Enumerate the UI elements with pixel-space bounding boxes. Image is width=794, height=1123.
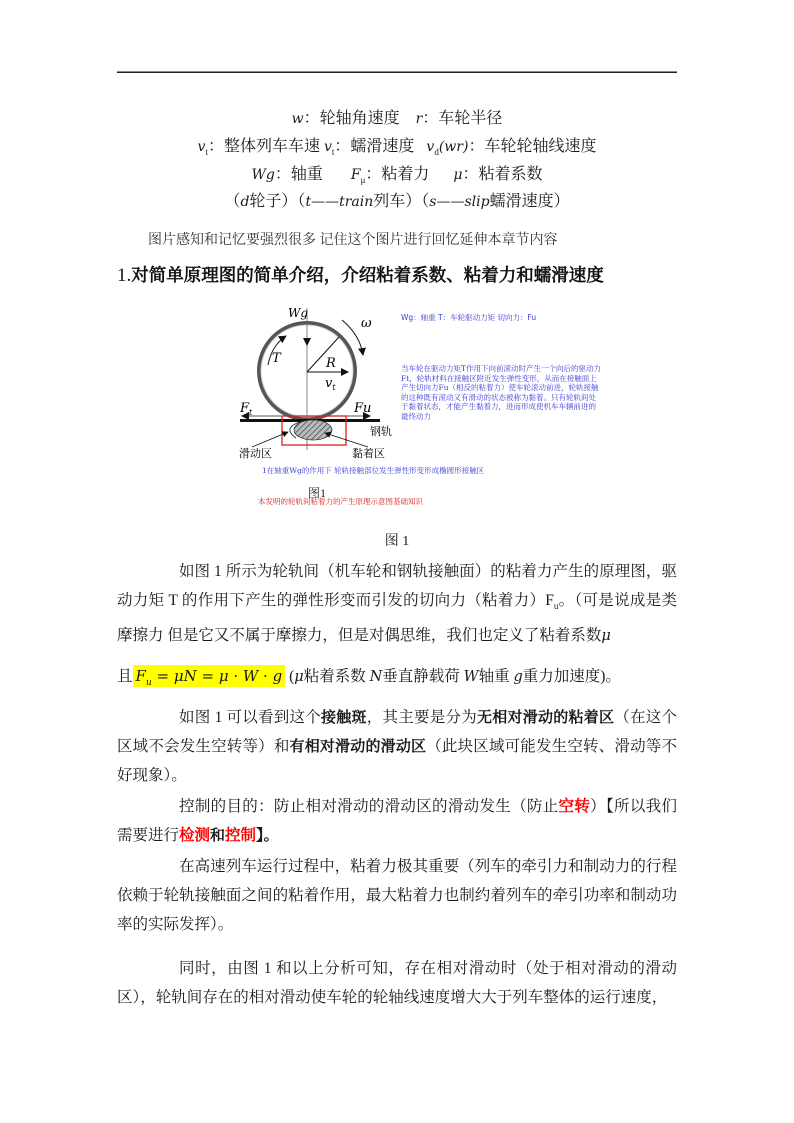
formula-explain: 垂直静载荷 xyxy=(382,668,464,685)
contact-patch xyxy=(294,420,332,440)
p1-sub: u xyxy=(553,601,559,612)
symbol-d: d xyxy=(240,194,250,210)
symbol-t-desc: 列车） xyxy=(373,193,422,210)
section-heading xyxy=(117,262,604,287)
p3-bold-stick-zone: 无相对滑动的粘着区 xyxy=(476,708,615,726)
label-rail: 钢轨 xyxy=(370,425,392,438)
symbol-vd: v xyxy=(426,139,435,155)
symbol-s: s——slip xyxy=(429,194,490,210)
p3-bold-slip-zone: 有相对滑动的滑动区 xyxy=(289,737,427,755)
memory-note: 图片感知和记忆要强烈很多 记住这个图片进行回忆延伸本章节内容 xyxy=(148,233,558,248)
symbol-fu-sub: μ xyxy=(360,175,366,186)
p4-red-control: 控制 xyxy=(225,827,257,844)
figure-side-note-explanation: 当车轮在驱动力矩T作用下向前滚动时产生一个向后的驱动力Ft，轮轨材料在接触区附近发生弹性变形，从而在接触面上产生切向力Fu（相反的粘着力）使车轮滚动前进，轮轨接触的这种既有滚动又有滑动的状态被称为黏着。只有轮轨间处于黏着状态，才能产生黏着力，进而形成使机车车辆前进的最终动力 xyxy=(401,364,602,421)
wg-arrow-icon xyxy=(303,338,311,346)
symbol-vt: v xyxy=(197,139,206,155)
legend-line-2 xyxy=(117,133,677,157)
heading-number: 1. xyxy=(117,265,132,286)
label-wg: Wg xyxy=(288,306,309,320)
symbol-vd-sub: d xyxy=(434,147,439,158)
legend-line-1 xyxy=(117,105,677,128)
formula-N: N xyxy=(369,669,383,685)
symbol-s-desc: 蠕滑速度） xyxy=(489,193,570,210)
symbol-vs: v xyxy=(323,139,332,155)
paragraph-1 xyxy=(117,557,677,651)
paren: （ xyxy=(297,193,306,210)
symbol-w: w xyxy=(291,111,304,127)
p4-end: 】。 xyxy=(256,826,279,844)
formula-explain: 粘着系数 xyxy=(303,668,370,685)
p3-text: （此块区域可能发生空转、滑动等不好现象）。 xyxy=(117,738,677,784)
label-T: T xyxy=(272,351,281,366)
symbol-r-desc: ：车轮半径 xyxy=(422,110,503,127)
p1-mu: μ xyxy=(601,628,611,645)
formula-explain: 轴重 xyxy=(478,668,514,685)
p4-text: ）【所以我们需要进行 xyxy=(117,798,677,844)
p3-text: 如图 1 可以看到这个 xyxy=(179,709,321,726)
header-rule xyxy=(117,71,677,73)
symbol-vs-sub: t xyxy=(331,147,335,158)
label-fu: Fu xyxy=(354,401,372,416)
symbol-wg: Wg xyxy=(251,167,275,183)
p4-and: 和 xyxy=(210,826,226,844)
heading-text: 对简单原理图的简单介绍，介绍粘着系数、粘着力和蠕滑速度 xyxy=(131,266,604,286)
symbol-vd-arg: (wr) xyxy=(438,139,469,155)
symbol-fu: F xyxy=(350,167,361,183)
paragraph-6: 同时，由图 1 和以上分析可知，存在相对滑动时（处于相对滑动的滑动区），轮轨间存在的相对滑动使车轮的轮轴线速度增大大于列车整体的运行速度， xyxy=(117,960,677,1006)
symbol-wg-desc: ：轴重 xyxy=(274,166,323,183)
label-stick-zone: 黏着区 xyxy=(352,447,385,460)
label-slip-zone: 滑动区 xyxy=(239,447,272,460)
figure-note-contact: 1在轴重Wg的作用下 轮轨接触部位发生弹性形变形成椭圆形接触区 xyxy=(262,466,485,475)
label-omega: ω xyxy=(361,316,372,331)
formula-W: W xyxy=(463,669,479,685)
figure-caption: 图 1 xyxy=(384,534,410,549)
formula-line xyxy=(117,662,677,698)
symbol-r: r xyxy=(415,111,423,127)
paragraph-3 xyxy=(117,703,677,790)
p3-text: ，其主要是分为 xyxy=(366,709,477,726)
label-vt: $v_t$ xyxy=(325,376,336,392)
formula-explain: 重力加速度)。 xyxy=(522,668,621,685)
paragraph-4 xyxy=(117,792,677,850)
symbol-mu-desc: ：粘着系数 xyxy=(462,166,543,183)
symbol-w-desc: ：轮轴角速度 xyxy=(303,110,400,127)
label-ft: $F_t$ xyxy=(240,401,253,417)
paragraph-5: 在高速列车运行过程中，粘着力极其重要（列车的牵引力和制动力的行程依赖于轮轨接触面之间的粘着作用，最大粘着力也制约着列车的牵引功率和制动功率的实际发挥）。 xyxy=(117,858,677,933)
formula-rest: = μN = μ · W · g xyxy=(151,667,283,685)
paren: （ xyxy=(421,193,430,210)
p1-tail: 。（可是说成是类摩擦力 但是它又不属于摩擦力，但是对偶思维，我们也定义了粘着系数 xyxy=(117,592,677,645)
omega-arrow-icon xyxy=(342,320,363,355)
symbol-vt-desc: ：整体列车车速 xyxy=(207,138,320,155)
symbol-vd-desc: ：车轮轮轴线速度 xyxy=(468,138,597,155)
formula-explain: ( xyxy=(289,668,295,685)
formula-g: g xyxy=(513,669,523,685)
symbol-d-desc: 轮子） xyxy=(249,193,298,210)
formula-F: F xyxy=(135,667,146,685)
symbol-t: t——train xyxy=(305,194,374,210)
formula-prefix: 且 xyxy=(117,668,133,685)
label-R: R xyxy=(326,356,336,371)
formula-sub: u xyxy=(145,678,152,688)
figure-side-note-symbols: Wg：轴重 T：车轮驱动力矩 切向力：Fu xyxy=(401,313,537,322)
symbol-fu-desc: ：粘着力 xyxy=(365,166,430,183)
p1-text: 如图 1 所示为轮轨间（机车轮和钢轨接触面）的粘着力产生的原理图，驱动力矩 T 的作用下产生的弹性形变而引发的切向力（粘着力）F xyxy=(117,563,677,609)
symbol-vs-desc: ：蠕滑速度 xyxy=(334,138,415,155)
p4-red-detection: 检测 xyxy=(179,827,211,844)
symbol-vt-sub: t xyxy=(205,147,208,158)
p4-red-idling: 空转 xyxy=(558,798,591,815)
symbol-mu: μ xyxy=(453,167,463,183)
p3-bold-contact-patch: 接触斑 xyxy=(320,708,367,726)
figure-note-red: 本发明的轮轨间粘着力的产生原理示意图基础知识 xyxy=(258,497,423,506)
adhesion-formula-highlight xyxy=(133,665,286,687)
legend-line-3 xyxy=(117,161,677,185)
formula-mu: μ xyxy=(294,669,304,685)
paren: （ xyxy=(224,193,241,210)
figure-inner-caption: 图1 xyxy=(308,486,327,500)
p3-text: （在这个区域不会发生空转等）和 xyxy=(117,709,677,755)
p4-text: 控制的目的：防止相对滑动的滑动区的滑动发生（防止 xyxy=(179,798,559,815)
legend-line-4 xyxy=(117,188,677,211)
